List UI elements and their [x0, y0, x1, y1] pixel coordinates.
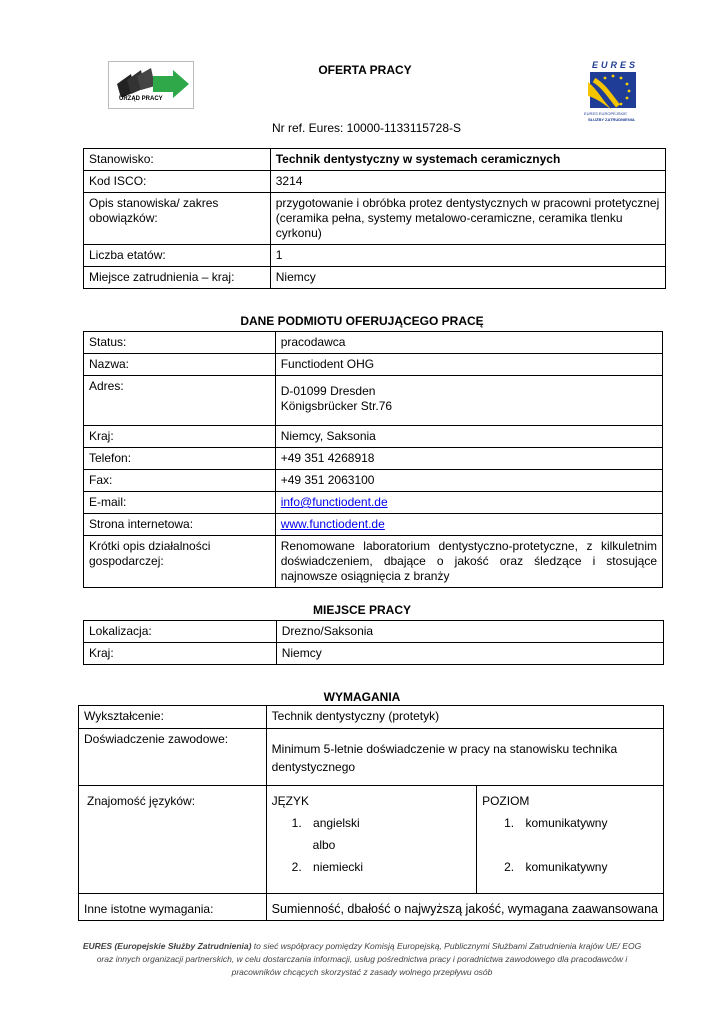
employer-table	[83, 331, 663, 588]
level-header: POZIOM	[482, 794, 530, 808]
level-item-2-name: komunikatywny	[525, 860, 608, 874]
workplace-section-title: MIEJSCE PRACY	[312, 603, 412, 617]
table-row	[84, 193, 666, 245]
table-row	[84, 245, 666, 267]
experience-text: Minimum 5-letnie doświadczenie w pracy na stanowisku technika dentystycznego	[271, 742, 618, 774]
table-row	[84, 376, 663, 426]
workplace-country-value: Niemcy	[270, 267, 665, 289]
table-row	[84, 621, 664, 643]
footer-line-1-text: to sieć współpracy pomiędzy Komisją Europejską, Publicznymi Służbami Zatrudnienia krajów UE/ EOG	[251, 941, 642, 951]
urzad-pracy-logo	[108, 61, 194, 109]
footer-line-2: oraz innych organizacji partnerskich, w celu dostarczania informacji, usług pośrednictwa pracy i poradnictwa zawodowego dla pracodawców i	[96, 954, 628, 964]
workplace-country-label: Miejsce zatrudnienia – kraj:	[84, 267, 271, 289]
address-line-2: Königsbrücker Str.76	[280, 399, 393, 413]
job-table	[83, 148, 666, 289]
language-item-2-number: 2.	[291, 860, 302, 874]
logo-left-text: URZĄD PRACY	[119, 96, 163, 102]
education-value: Technik dentystyczny (protetyk)	[266, 706, 663, 729]
footer	[70, 940, 654, 979]
table-row	[84, 426, 663, 448]
table-row	[79, 729, 664, 786]
table-row	[84, 514, 663, 536]
language-item-1-name: angielski	[313, 816, 360, 830]
website-label: Strona internetowa:	[84, 514, 276, 536]
phone-label: Telefon:	[84, 448, 276, 470]
isco-value: 3214	[270, 171, 665, 193]
language-item-2	[272, 860, 471, 875]
address-line-1: D-01099 Dresden	[280, 384, 376, 398]
table-row	[84, 354, 663, 376]
education-label: Wykształcenie:	[79, 706, 267, 729]
level-item-2	[482, 860, 658, 875]
job-description-label: Opis stanowiska/ zakres obowiązków:	[84, 193, 271, 245]
fax-value: +49 351 2063100	[275, 470, 662, 492]
reference-number: Nr ref. Eures: 10000-1133115728-S	[272, 121, 462, 135]
email-label: E-mail:	[84, 492, 276, 514]
footer-line-1	[70, 940, 654, 953]
eures-logo-subtitle-2: SŁUŻBY ZATRUDNIENIA	[588, 117, 635, 122]
page-title: OFERTA PRACY	[318, 63, 412, 77]
eures-logo-title: EURES	[592, 60, 639, 70]
table-row	[84, 332, 663, 354]
levels-cell	[477, 786, 664, 894]
language-header: JĘZYK	[271, 794, 310, 808]
table-row	[79, 706, 664, 729]
languages-label: Znajomość języków:	[79, 786, 267, 894]
table-row	[84, 470, 663, 492]
company-name-label: Nazwa:	[84, 354, 276, 376]
language-item-1	[272, 816, 471, 831]
fax-label: Fax:	[84, 470, 276, 492]
level-item-1-number: 1.	[504, 816, 515, 830]
country-label: Kraj:	[84, 426, 276, 448]
workplace-table	[83, 620, 664, 665]
language-or: albo	[312, 838, 336, 852]
business-description-value: Renomowane laboratorium dentystyczno-protetyczne, z kilkuletnim doświadczeniem, dbające o jakość oraz śledzące i stosujące najnowsze osiągnięcia z branży	[275, 536, 662, 588]
address-value	[275, 376, 662, 426]
eures-logo-subtitle-1: EURES EUROPEJSKIE	[584, 111, 627, 116]
experience-label: Doświadczenie zawodowe:	[79, 729, 267, 786]
table-row	[84, 492, 663, 514]
phone-value: +49 351 4268918	[275, 448, 662, 470]
job-description-value: przygotowanie i obróbka protez dentystycznych w pracowni protetycznej (ceramika pełna, systemy metalowo-ceramiczne, ceramika tlenku cyrkonu)	[270, 193, 665, 245]
job-position-value: Technik dentystyczny w systemach ceramicznych	[270, 149, 665, 171]
address-label: Adres:	[84, 376, 276, 426]
table-row	[84, 448, 663, 470]
footer-eures-name: EURES (Europejskie Służby Zatrudnienia)	[82, 941, 252, 951]
website-link[interactable]: www.functiodent.de	[280, 517, 385, 531]
location-label: Lokalizacja:	[84, 621, 277, 643]
email-link[interactable]: info@functiodent.de	[280, 495, 388, 509]
website-cell	[275, 514, 662, 536]
footer-line-3: pracowników chcących skorzystać z zasady wolnego przepływu osób	[231, 967, 493, 977]
country-value: Niemcy, Saksonia	[275, 426, 662, 448]
level-item-1	[482, 816, 658, 831]
table-row	[84, 267, 666, 289]
level-item-1-name: komunikatywny	[525, 816, 608, 830]
languages-cell	[266, 786, 476, 894]
requirements-section-title: WYMAGANIA	[323, 690, 401, 704]
table-row	[79, 786, 664, 894]
level-item-2-number: 2.	[504, 860, 515, 874]
business-description-label: Krótki opis działalności gospodarczej:	[84, 536, 276, 588]
table-row	[84, 536, 663, 588]
other-requirements-label: Inne istotne wymagania:	[79, 894, 267, 921]
eures-logo	[582, 60, 640, 124]
location-value: Drezno/Saksonia	[276, 621, 663, 643]
isco-label: Kod ISCO:	[84, 171, 271, 193]
workplace-country-label-2: Kraj:	[84, 643, 277, 665]
status-value: pracodawca	[275, 332, 662, 354]
experience-value	[266, 729, 663, 786]
table-row	[84, 171, 666, 193]
language-item-2-name: niemiecki	[313, 860, 364, 874]
employer-section-title: DANE PODMIOTU OFERUJĄCEGO PRACĘ	[240, 314, 484, 328]
table-row	[79, 894, 664, 921]
other-requirements-value: Sumienność, dbałość o najwyższą jakość, wymagana zaawansowana	[266, 894, 663, 921]
email-cell	[275, 492, 662, 514]
workplace-country-value-2: Niemcy	[276, 643, 663, 665]
table-row	[84, 643, 664, 665]
language-item-1-number: 1.	[291, 816, 302, 830]
vacancies-label: Liczba etatów:	[84, 245, 271, 267]
job-position-label: Stanowisko:	[84, 149, 271, 171]
vacancies-value: 1	[270, 245, 665, 267]
status-label: Status:	[84, 332, 276, 354]
company-name-value: Functiodent OHG	[275, 354, 662, 376]
requirements-table	[78, 705, 664, 921]
table-row	[84, 149, 666, 171]
